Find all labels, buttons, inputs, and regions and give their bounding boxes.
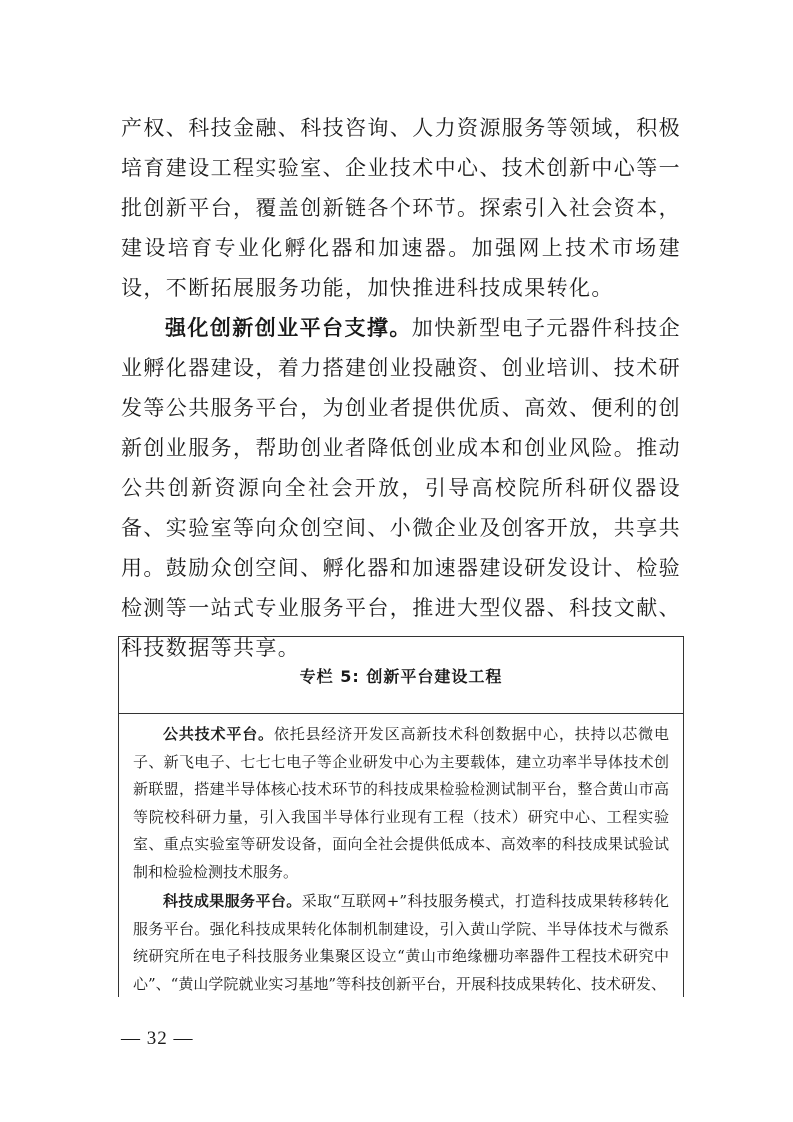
feature-box-header	[119, 637, 683, 714]
feature-box	[118, 636, 684, 997]
body-paragraph-1: 产权、科技金融、科技咨询、人力资源服务等领域，积极培育建设工程实验室、企业技术中心、技术创新中心等一批创新平台，覆盖创新链各个环节。探索引入社会资本，建设培育专业化孵化器和加速器。加强网上技术市场建设，不断拓展服务功能，加快推进科技成果转化。	[121, 116, 681, 300]
box-item-1-text: 依托县经济开发区高新技术科创数据中心，扶持以芯微电子、新飞电子、七七七电子等企业研发中心为主要载体，建立功率半导体技术创新联盟，搭建半导体核心技术环节的科技成果检验检测试制平台，整合黄山市高等院校科研力量，引入我国半导体行业现有工程（技术）研究中心、工程实验室、重点实验室等研发设备，面向全社会提供低成本、高效率的科技成果试验试制和检验检测技术服务。	[133, 725, 669, 881]
main-body-text	[121, 108, 681, 668]
box-item-2-text: 采取“互联网+”科技服务模式，打造科技成果转移转化服务平台。强化科技成果转化体制机制建设，引入黄山学院、半导体技术与微系统研究所在电子科技服务业集聚区设立“黄山市绝缘栅功率器件工程技术研究中心”、“黄山学院就业实习基地”等科技创新平台，开展科技成果转化、技术研发、	[133, 892, 669, 993]
box-item-public-tech-platform	[133, 721, 669, 886]
box-item-2-heading: 科技成果服务平台。	[163, 892, 302, 910]
paragraph-2-text: 加快新型电子元器件科技企业孵化器建设，着力搭建创业投融资、创业培训、技术研发等公共服务平台，为创业者提供优质、高效、便利的创新创业服务，帮助创业者降低创业成本和创业风险。推动公共创新资源向全社会开放，引导高校院所科研仪器设备、实验室等向众创空间、小微企业及创客开放，共享共用。鼓励众创空间、孵化器和加速器建设研发设计、检验检测等一站式专业服务平台，推进大型仪器、科技文献、科技数据等共享。	[121, 316, 681, 660]
box-item-achievement-service-platform	[133, 888, 669, 997]
feature-box-title: 专栏 5: 创新平台建设工程	[299, 666, 503, 686]
body-paragraph-2	[121, 308, 681, 668]
feature-box-body	[119, 714, 683, 997]
box-item-1-heading: 公共技术平台。	[163, 725, 274, 743]
paragraph-2-heading: 强化创新创业平台支撑。	[165, 315, 412, 340]
page-number: — 32 —	[121, 1028, 194, 1049]
